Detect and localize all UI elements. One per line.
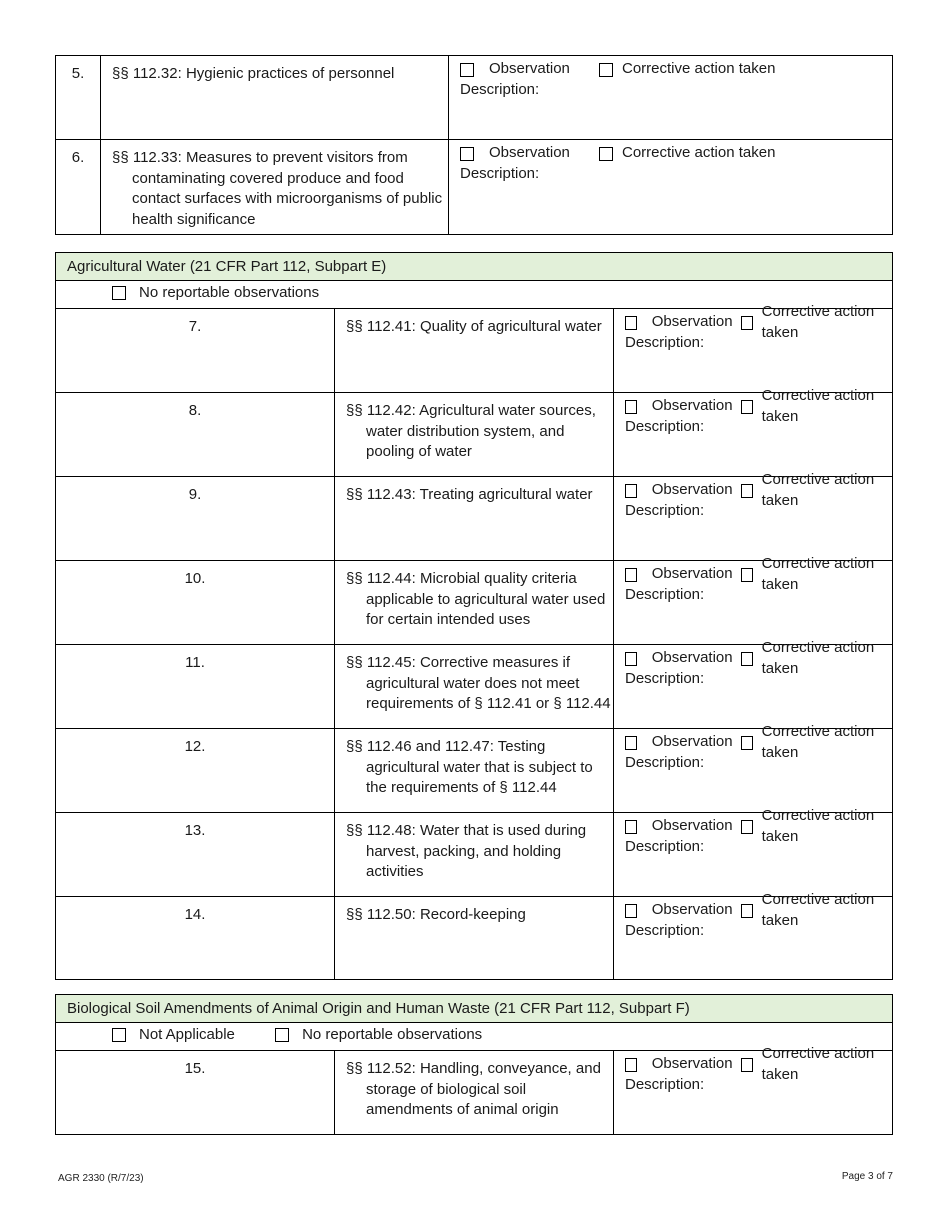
no-reportable-label: No reportable observations	[302, 1025, 483, 1043]
page-number: Page 3 of 7	[841, 1171, 893, 1182]
row-number: 11.	[56, 645, 335, 729]
description-label: Description:	[625, 586, 705, 603]
observation-checkbox[interactable]	[625, 904, 637, 918]
observation-options	[625, 1045, 886, 1083]
observation-cell	[614, 639, 893, 729]
corrective-action-checkbox[interactable]	[741, 1058, 753, 1072]
no-reportable-option	[275, 1025, 482, 1046]
observation-cell	[614, 387, 893, 477]
table-row	[56, 393, 893, 477]
observation-label: Observation	[651, 817, 733, 835]
no-reportable-label: No reportable observations	[139, 283, 320, 301]
description-label: Description:	[625, 754, 705, 771]
description-label: Description:	[625, 1076, 705, 1093]
observation-cell	[449, 56, 893, 140]
row-number: 10.	[56, 561, 335, 645]
table-row	[56, 1051, 893, 1135]
requirement-cell	[335, 897, 614, 980]
requirement-text: §§ 112.41: Quality of agricultural water	[346, 318, 602, 335]
observation-checkbox[interactable]	[625, 1058, 637, 1072]
observation-checkbox[interactable]	[625, 484, 637, 498]
observation-cell	[614, 555, 893, 645]
observation-cell	[614, 891, 893, 980]
observation-label: Observation	[651, 481, 733, 499]
no-reportable-option	[112, 283, 319, 304]
no-reportable-checkbox[interactable]	[112, 286, 126, 300]
observation-options	[625, 807, 886, 845]
requirement-cell	[335, 1051, 614, 1135]
corrective-action-label: Corrective action taken	[761, 387, 875, 425]
table-row	[56, 56, 893, 140]
requirement-text: §§ 112.50: Record-keeping	[346, 906, 526, 923]
observation-label: Observation	[651, 313, 733, 331]
corrective-action-label: Corrective action taken	[761, 807, 875, 845]
requirement-text: §§ 112.43: Treating agricultural water	[346, 486, 593, 503]
corrective-action-checkbox[interactable]	[741, 820, 753, 834]
observation-checkbox[interactable]	[625, 400, 637, 414]
description-label: Description:	[625, 334, 705, 351]
observation-cell	[614, 471, 893, 561]
observation-options	[625, 303, 886, 341]
observation-checkbox[interactable]	[460, 63, 474, 77]
observation-cell	[614, 303, 893, 393]
observation-label: Observation	[651, 565, 733, 583]
row-number: 13.	[56, 813, 335, 897]
requirement-text: §§ 112.45: Corrective measures if agricultural water does not meet requirements of § 112.41 or § 112.44	[346, 654, 611, 712]
requirement-text: §§ 112.33: Measures to prevent visitors from contaminating covered produce and food contact surfaces with microorganisms of public health significance	[112, 149, 443, 228]
table-row	[56, 813, 893, 897]
table-row	[56, 645, 893, 729]
corrective-action-label: Corrective action taken	[761, 1045, 875, 1083]
corrective-action-checkbox[interactable]	[741, 484, 753, 498]
requirement-cell	[101, 140, 449, 235]
description-label: Description:	[625, 922, 705, 939]
requirement-text: §§ 112.42: Agricultural water sources, water distribution system, and pooling of water	[346, 402, 596, 460]
corrective-action-checkbox[interactable]	[599, 63, 613, 77]
observation-options	[625, 639, 886, 677]
corrective-action-checkbox[interactable]	[741, 568, 753, 582]
corrective-action-label: Corrective action taken	[622, 60, 776, 78]
observation-cell	[614, 1045, 893, 1135]
corrective-action-label: Corrective action taken	[622, 144, 776, 162]
observation-checkbox[interactable]	[625, 316, 637, 330]
section-title: Biological Soil Amendments of Animal Origin and Human Waste (21 CFR Part 112, Subpart F)	[56, 995, 893, 1023]
observation-cell	[614, 723, 893, 813]
table-agricultural-water	[55, 252, 893, 980]
observation-checkbox[interactable]	[625, 820, 637, 834]
observation-label: Observation	[651, 901, 733, 919]
corrective-action-checkbox[interactable]	[741, 904, 753, 918]
requirement-cell	[335, 561, 614, 645]
observation-label: Observation	[489, 144, 570, 162]
description-label: Description:	[625, 418, 705, 435]
observation-checkbox[interactable]	[460, 147, 474, 161]
section-title: Agricultural Water (21 CFR Part 112, Subpart E)	[56, 253, 893, 281]
not-applicable-checkbox[interactable]	[112, 1028, 126, 1042]
requirement-text: §§ 112.44: Microbial quality criteria applicable to agricultural water used for certain intended uses	[346, 570, 606, 628]
corrective-action-checkbox[interactable]	[741, 316, 753, 330]
requirement-cell	[335, 309, 614, 393]
table-row	[56, 477, 893, 561]
row-number: 15.	[56, 1051, 335, 1135]
requirement-text: §§ 112.46 and 112.47: Testing agricultural water that is subject to the requirements of § 112.44	[346, 738, 593, 796]
observation-cell	[449, 140, 893, 235]
row-number: 5.	[56, 56, 101, 140]
observation-checkbox[interactable]	[625, 568, 637, 582]
requirement-cell	[335, 813, 614, 897]
corrective-action-label: Corrective action taken	[761, 639, 875, 677]
row-number: 7.	[56, 309, 335, 393]
corrective-action-checkbox[interactable]	[599, 147, 613, 161]
corrective-action-label: Corrective action taken	[761, 555, 875, 593]
observation-options	[625, 387, 886, 425]
observation-label: Observation	[651, 649, 733, 667]
row-number: 6.	[56, 140, 101, 235]
not-applicable-option	[112, 1025, 235, 1046]
corrective-action-checkbox[interactable]	[741, 400, 753, 414]
row-number: 12.	[56, 729, 335, 813]
observation-checkbox[interactable]	[625, 652, 637, 666]
table-row	[56, 561, 893, 645]
corrective-action-label: Corrective action taken	[761, 303, 875, 341]
description-label: Description:	[625, 838, 705, 855]
observation-options	[460, 59, 886, 80]
observation-label: Observation	[489, 60, 570, 78]
description-label: Description:	[625, 670, 705, 687]
section-header	[56, 253, 893, 281]
table-personnel	[55, 55, 893, 235]
table-row	[56, 897, 893, 980]
observation-options	[625, 891, 886, 929]
description-label: Description:	[625, 502, 705, 519]
row-number: 9.	[56, 477, 335, 561]
table-soil-amendments	[55, 994, 893, 1135]
observation-options	[625, 471, 886, 509]
corrective-action-checkbox[interactable]	[741, 736, 753, 750]
observation-checkbox[interactable]	[625, 736, 637, 750]
observation-options	[460, 143, 886, 164]
observation-options	[625, 723, 886, 761]
corrective-action-label: Corrective action taken	[761, 723, 875, 761]
observation-label: Observation	[651, 397, 733, 415]
row-number: 14.	[56, 897, 335, 980]
form-id: AGR 2330 (R/7/23)	[58, 1173, 144, 1184]
corrective-action-label: Corrective action taken	[761, 471, 875, 509]
requirement-cell	[335, 477, 614, 561]
corrective-action-label: Corrective action taken	[761, 891, 875, 929]
observation-label: Observation	[651, 1055, 733, 1073]
requirement-cell	[101, 56, 449, 140]
requirement-cell	[335, 645, 614, 729]
observation-label: Observation	[651, 733, 733, 751]
requirement-text: §§ 112.48: Water that is used during harvest, packing, and holding activities	[346, 822, 587, 880]
requirement-text: §§ 112.52: Handling, conveyance, and storage of biological soil amendments of animal origin	[346, 1060, 601, 1118]
requirement-cell	[335, 729, 614, 813]
requirement-cell	[335, 393, 614, 477]
observation-cell	[614, 807, 893, 897]
table-row	[56, 309, 893, 393]
table-row	[56, 140, 893, 235]
requirement-text: §§ 112.32: Hygienic practices of personnel	[112, 65, 395, 82]
description-label: Description:	[460, 81, 540, 98]
corrective-action-checkbox[interactable]	[741, 652, 753, 666]
description-label: Description:	[460, 165, 540, 182]
no-reportable-checkbox[interactable]	[275, 1028, 289, 1042]
not-applicable-label: Not Applicable	[139, 1025, 235, 1043]
table-row	[56, 729, 893, 813]
row-number: 8.	[56, 393, 335, 477]
section-header	[56, 995, 893, 1023]
observation-options	[625, 555, 886, 593]
